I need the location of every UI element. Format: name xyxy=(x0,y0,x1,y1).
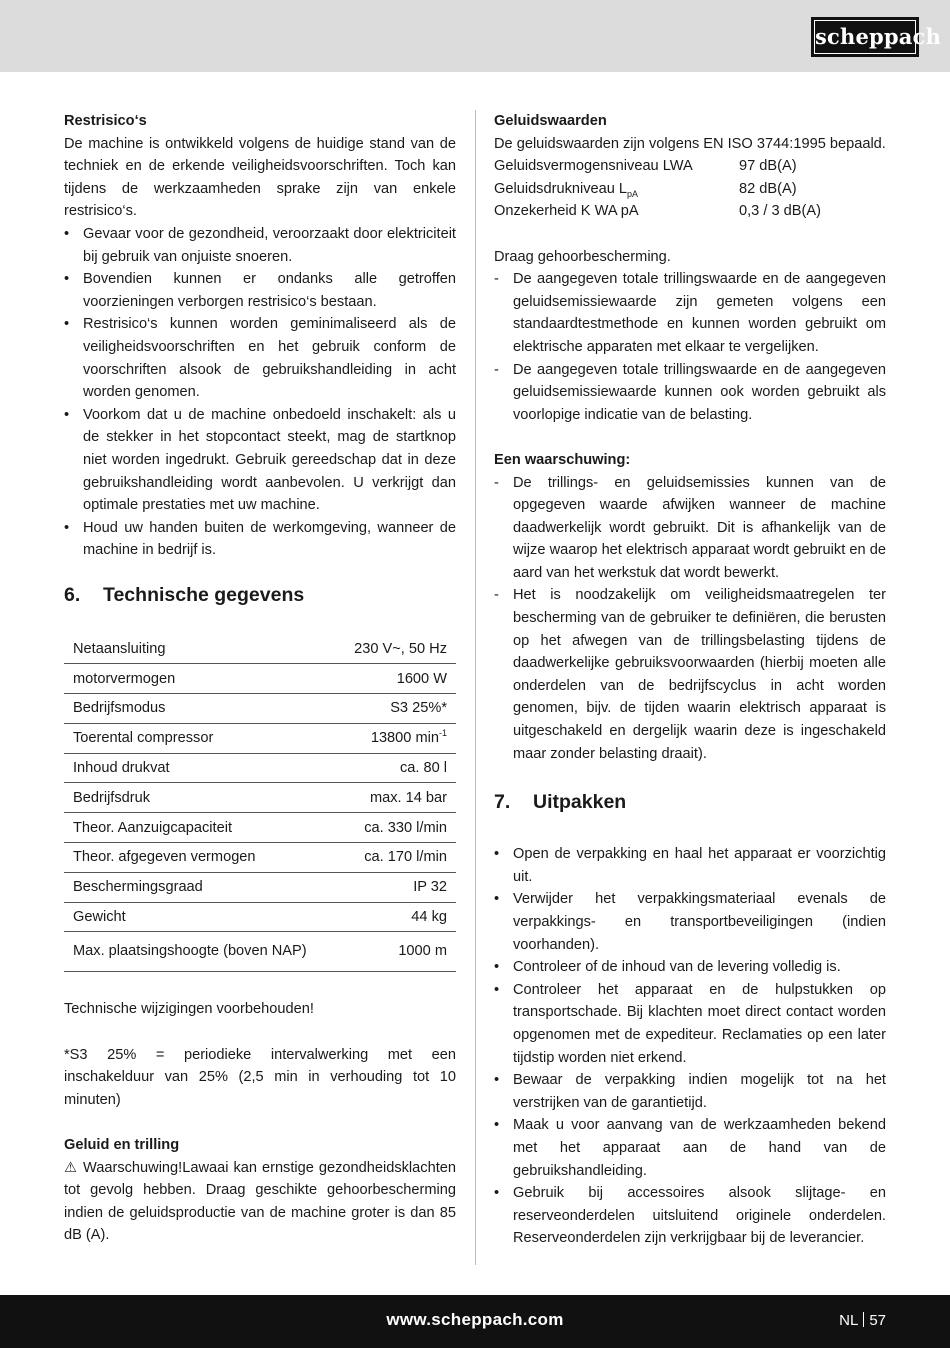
sound-value: 97 dB(A) xyxy=(739,158,797,175)
sound-label-cell xyxy=(494,178,739,201)
spec-value-cell xyxy=(324,723,456,753)
sound-row xyxy=(494,178,886,201)
spec-value: ca. 80 l xyxy=(324,753,456,783)
spec-label: Netaansluiting xyxy=(64,634,324,664)
section-title: Technische gegevens xyxy=(103,583,305,606)
sound-label-subscript: pA xyxy=(627,188,639,199)
spec-value: 1000 m xyxy=(324,932,456,972)
scheppach-logo xyxy=(811,17,942,57)
separator xyxy=(863,1312,864,1327)
spec-label: Bedrijfsmodus xyxy=(64,693,324,723)
footer-bar xyxy=(0,1295,950,1348)
spec-value: 44 kg xyxy=(324,902,456,932)
page-number: 57 xyxy=(869,1312,886,1329)
sound-row xyxy=(494,155,886,178)
sound-label: Geluidsvermogensniveau LWA xyxy=(494,158,693,175)
list-item: • Verwijder het verpakkingsmateriaal evenals de verpakkings- en transportbeveiligingen (indien voorhanden). xyxy=(494,888,886,956)
spec-value: S3 25%* xyxy=(324,693,456,723)
warning-icon: ⚠ xyxy=(64,1159,79,1176)
section-number: 6. xyxy=(64,583,81,606)
spec-label: Bedrijfsdruk xyxy=(64,783,324,813)
spec-value-exponent: -1 xyxy=(438,728,447,739)
website-link[interactable]: www.scheppach.com xyxy=(386,1310,564,1329)
sound-row xyxy=(494,200,886,223)
table-row xyxy=(64,902,456,932)
spec-value: 1600 W xyxy=(324,664,456,694)
spec-table xyxy=(64,634,456,972)
warning-title: Een waarschuwing: xyxy=(494,451,631,468)
spec-label: Theor. afgegeven vermogen xyxy=(64,842,324,872)
spec-value: IP 32 xyxy=(324,872,456,902)
section-6-heading xyxy=(64,582,456,608)
spec-label: Gewicht xyxy=(64,902,324,932)
list-item: - De aangegeven totale trillingswaarde en de aangegeven geluidsemissiewaarde kunnen ook worden gebruikt als voorlopige indicatie van de belasting. xyxy=(494,359,886,427)
spec-label: Toerental compressor xyxy=(64,723,324,753)
section-7-heading xyxy=(494,789,886,815)
spec-label: Theor. Aanzuigcapaciteit xyxy=(64,813,324,843)
column-divider xyxy=(475,110,476,1265)
spec-value: ca. 330 l/min xyxy=(324,813,456,843)
table-row xyxy=(64,932,456,972)
table-row xyxy=(64,634,456,664)
list-item: - De aangegeven totale trillingswaarde en de aangegeven geluidsemissiewaarde zijn gemeten volgens een standaardtestmethode en kunnen worden gebruikt om elektrische apparaten met elkaar te vergelijken. xyxy=(494,268,886,358)
header-bar xyxy=(0,0,950,72)
table-row xyxy=(64,723,456,753)
list-item: • Voorkom dat u de machine onbedoeld inschakelt: als u de stekker in het stopcontact steekt, mag de startknop niet worden ingedrukt. Gebruik gereedschap dat in deze gebruikshandleiding wordt aanbevolen. U verkrijgt dan optimale prestaties met uw machine. xyxy=(64,404,456,517)
sound-intro: De geluidswaarden zijn volgens EN ISO 3744:1995 bepaald. xyxy=(494,135,886,152)
list-item: • Maak u voor aanvang van de werkzaamheden bekend met het apparaat aan de hand van de gebruikshandleiding. xyxy=(494,1114,886,1182)
spec-label: Beschermingsgraad xyxy=(64,872,324,902)
spec-label: Inhoud drukvat xyxy=(64,753,324,783)
spec-value: ca. 170 l/min xyxy=(324,842,456,872)
table-row xyxy=(64,842,456,872)
section-number: 7. xyxy=(494,791,511,814)
risk-list xyxy=(64,223,456,562)
table-row xyxy=(64,783,456,813)
list-item: • Controleer het apparaat en de hulpstukken op transportschade. Bij klachten moet direct contact worden opgenomen met de expediteur. Reclamaties op een later tijdstip worden niet erkend. xyxy=(494,979,886,1069)
noise-paragraph xyxy=(64,1157,456,1247)
spec-label: motorvermogen xyxy=(64,664,324,694)
table-row xyxy=(64,693,456,723)
unpack-list xyxy=(494,843,886,1250)
left-column xyxy=(64,110,456,1247)
section-title: Uitpakken xyxy=(533,791,627,814)
warning-list xyxy=(494,472,886,766)
sound-value: 82 dB(A) xyxy=(739,180,797,197)
table-row xyxy=(64,813,456,843)
list-item: • Restrisico‘s kunnen worden geminimaliseerd als de veiligheidsvoorschriften en het gebruik conform de voorschriften alsook de gebruikshandleiding in acht worden genomen. xyxy=(64,313,456,403)
list-item: • Bovendien kunnen er ondanks alle getroffen voorzieningen verborgen restrisico‘s bestaan. xyxy=(64,268,456,313)
noise-title: Geluid en trilling xyxy=(64,1136,180,1153)
table-row xyxy=(64,753,456,783)
table-row xyxy=(64,872,456,902)
right-column xyxy=(494,110,886,1250)
list-item: • Gevaar voor de gezondheid, veroorzaakt door elektriciteit bij gebruik van onjuiste snoeren. xyxy=(64,223,456,268)
risk-title: Restrisico‘s xyxy=(64,113,147,129)
table-row xyxy=(64,664,456,694)
list-item: • Open de verpakking en haal het apparaat er voorzichtig uit. xyxy=(494,843,886,888)
list-item: • Bewaar de verpakking indien mogelijk tot na het verstrijken van de garantietijd. xyxy=(494,1069,886,1114)
s3-note: *S3 25% = periodieke intervalwerking met een inschakelduur van 25% (2,5 min in verhouding tot 10 minuten) xyxy=(64,1046,456,1108)
logo-text: scheppach xyxy=(814,20,916,54)
spec-value: max. 14 bar xyxy=(324,783,456,813)
spec-value: 230 V~, 50 Hz xyxy=(324,634,456,664)
list-item: • Houd uw handen buiten de werkomgeving, wanneer de machine in bedrijf is. xyxy=(64,517,456,562)
page-indicator xyxy=(839,1310,886,1333)
sound-title: Geluidswaarden xyxy=(494,113,607,129)
sound-label: Geluidsdrukniveau L xyxy=(494,180,628,197)
list-item: • Gebruik bij accessoires alsook slijtage- en reserveonderdelen uitsluitend originele onderdelen. Reserveonderdelen zijn verkrijgbaar bij de leverancier. xyxy=(494,1182,886,1250)
hearing-protection: Draag gehoorbescherming. xyxy=(494,248,671,265)
list-item: - De trillings- en geluidsemissies kunnen van de opgegeven waarde afwijken wanneer de machine daadwerkelijk wordt gebruikt. Dit is afhankelijk van de wijze waarop het elektrisch apparaat wordt gebruikt en de aard van het werkstuk dat wordt bewerkt. xyxy=(494,472,886,585)
noise-text: Waarschuwing!Lawaai kan ernstige gezondheidsklachten tot gevolg hebben. Draag geschikte gehoorbescherming indien de geluidsproductie van de machine groter is dan 85 dB (A). xyxy=(64,1159,456,1244)
list-item: - Het is noodzakelijk om veiligheidsmaatregelen ter bescherming van de gebruiker te definiëren, die berusten op het afwegen van de trillingsbelasting tijdens de daadwerkelijke gebruiksvoorwaarden (hierbij moeten alle onderdelen van de bedrijfscyclus in acht worden genomen, bijv. de tijden waarin elektrisch apparaat is uitgeschakeld en dergelijk waarin deze is ingeschakeld maar zonder belasting draait). xyxy=(494,584,886,765)
sound-value: 0,3 / 3 dB(A) xyxy=(739,203,821,220)
tech-note: Technische wijzigingen voorbehouden! xyxy=(64,1001,314,1018)
spec-label: Max. plaatsingshoogte (boven NAP) xyxy=(64,932,324,972)
sound-list xyxy=(494,268,886,426)
list-item: • Controleer of de inhoud van de levering volledig is. xyxy=(494,956,886,979)
spec-value: 13800 min xyxy=(370,730,439,747)
sound-label: Onzekerheid K WA pA xyxy=(494,203,639,220)
language-code: NL xyxy=(839,1312,859,1329)
risk-intro: De machine is ontwikkeld volgens de huidige stand van de techniek en de erkende veiligheidsvoorschriften. Toch kan tijdens de werkzaamheden sprake zijn van enkele restrisico‘s. xyxy=(64,135,456,220)
